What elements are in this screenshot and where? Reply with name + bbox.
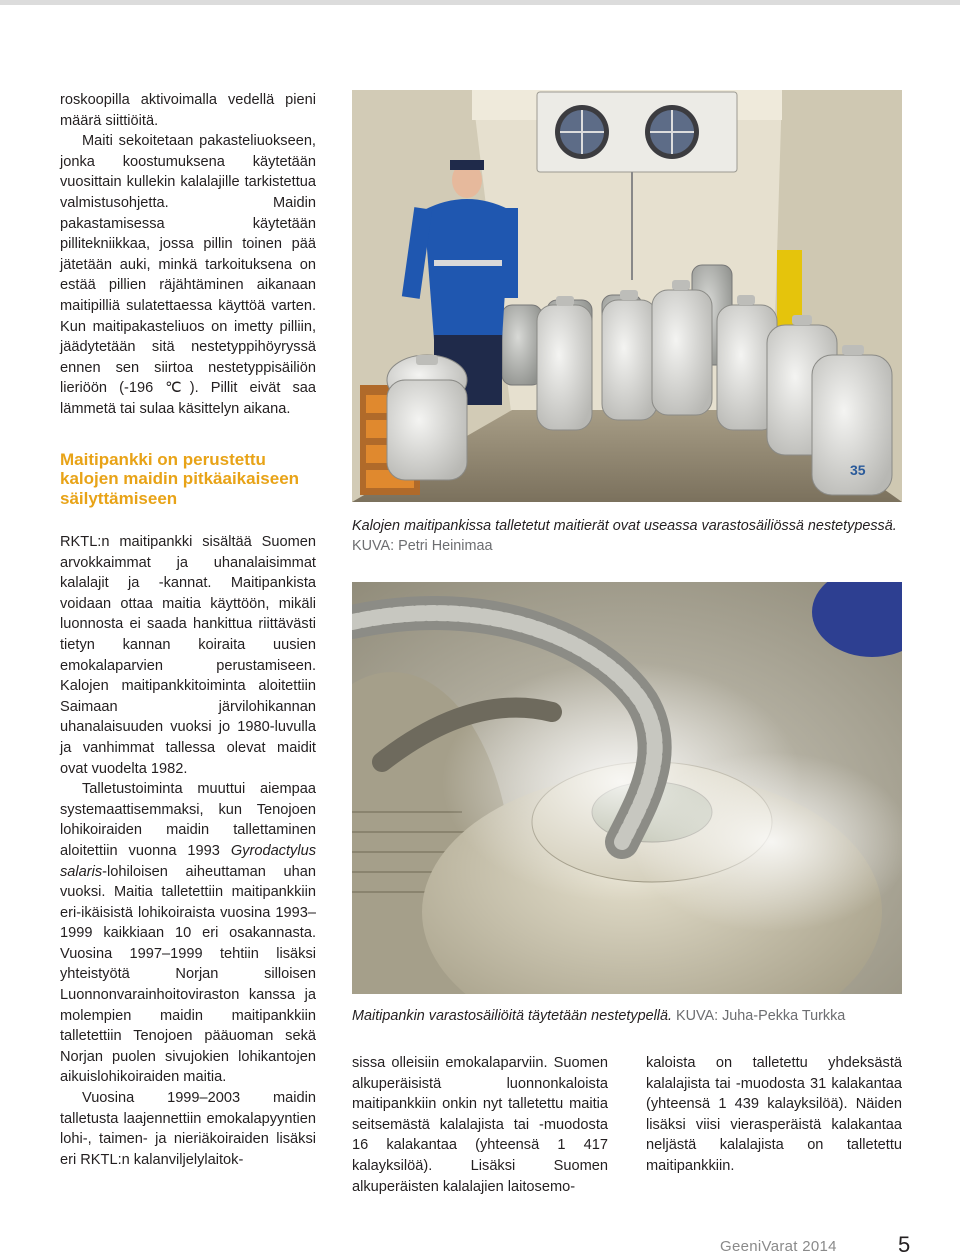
left-paragraph-2: Maiti sekoitetaan pakasteliuokseen, jonka koostumuksena käytetään vuosittain kullekin kalalajille tarkistettua valmistusohjetta. Maidin pakastamisessa käytetään pillitekniikkaa, jossa pillin toinen pää jätetään auki, minkä tarkoituksena on estää pillien räjähtäminen aikanaan maitipilliä sulatettaessa käyttöä varten. Kun maitipakasteliuos on imetty pilliin, jäädytetään sitä nestetyppihöyryssä ennen sen siirtoa nestetyppisäiliön lieriöön (-196 ℃). Pillit eivät saa lämmetä tai sulaa käsittelyn aikana.	[60, 133, 316, 417]
middle-paragraph: sissa olleisiin emokalaparviin. Suomen alkuperäisistä luonnonkaloista maitipankkiin onkin nyt talletettu maitia seitsemästä kalalajista tai -muodosta 16 kalakantaa (yhteensä 1 417 kalayksilöä). Lisäksi Suomen alkuperäisten kalalajien laitosemo-	[352, 1055, 608, 1195]
storage-room-illustration	[352, 90, 902, 502]
tank-filling-illustration	[352, 582, 902, 994]
top-border	[0, 0, 960, 5]
caption-1-credit: KUVA: Petri Heinimaa	[352, 538, 493, 554]
left-paragraph-4	[60, 779, 316, 1088]
left-text-column	[60, 90, 316, 1170]
left-paragraph-3: RKTL:n maitipankki sisältää Suomen arvokkaimmat ja uhanalaisimmat kalalajit ja -kannat. Maitipankista voidaan ottaa maitia käyttöön, mikäli luonnosta ei saada hankittua riittävästi tietyn kannan koiraita uusien emokalaparvien perustamiseen. Kalojen maitipankkitoiminta aloitettiin Saimaan järvilohikannan uhanalaisuuden vuoksi jo 1980-luvulla ja vanhimmat tallessa olevat maidit ovat vuodelta 1982.	[60, 534, 316, 777]
tank-number-label: 35	[850, 462, 866, 478]
section-heading: Maitipankki on perustettu kalojen maidin pitkäaikaiseen säilyttämiseen	[60, 449, 300, 508]
right-paragraph: kaloista on talletettu yhdeksästä kalalajista tai -muodosta 31 kalakantaa (yhteensä 1 439 kalayksilöä). Näiden lisäksi viisi vierasperäistä kalakantaa neljästä kalalajista on talletettu maitipankkiin.	[646, 1055, 902, 1174]
left-paragraph-1: roskoopilla aktivoimalla vedellä pieni määrä siittiöitä.	[60, 92, 316, 129]
caption-2-credit: KUVA: Juha-Pekka Turkka	[675, 1008, 846, 1024]
caption-2-text: Maitipankin varastosäiliöitä täytetään nestetypellä.	[352, 1008, 672, 1024]
caption-1-text: Kalojen maitipankissa talletetut maitierät ovat useassa varastosäiliössä nestetypessä.	[352, 518, 897, 534]
tank-filling-photo	[352, 582, 902, 994]
right-text-column	[646, 1053, 902, 1177]
storage-room-photo	[352, 90, 902, 502]
magazine-name: GeeniVarat 2014	[720, 1238, 837, 1255]
p4-before: Talletustoiminta muuttui aiempaa systemaattisemmaksi, kun Tenojoen lohikoiraiden maidin tallettaminen aloitettiin vuonna 1993	[60, 781, 316, 859]
species-name: Gyrodactylus salaris	[60, 842, 316, 880]
page-number: 5	[898, 1232, 911, 1257]
middle-text-column	[352, 1053, 608, 1197]
left-paragraph-5: Vuosina 1999–2003 maidin talletusta laajennettiin emokalapyyntien lohi-, taimen- ja nieriäkoiraiden lisäksi eri RKTL:n kalanviljelylaitok-	[60, 1090, 316, 1168]
p4-after: -lohiloisen aiheuttaman uhan vuoksi. Maitia talletettiin maitipankkiin eri-ikäisistä lohikoiraista vuosina 1993–1999 kaikkiaan 10 eri osakannasta. Vuosina 1997–1999 tehtiin lisäksi yhteistyötä Norjan silloisen Luonnonvarainhoitoviraston kanssa ja molempien maidin maitipankkiin talletettiin Tenojoen pääuoman sekä Norjan puolen sivujokien lohikantojen aikuislohikoiraiden maitia.	[60, 863, 316, 1086]
photo-caption-2	[352, 1006, 904, 1026]
photo-caption-1	[352, 516, 904, 556]
